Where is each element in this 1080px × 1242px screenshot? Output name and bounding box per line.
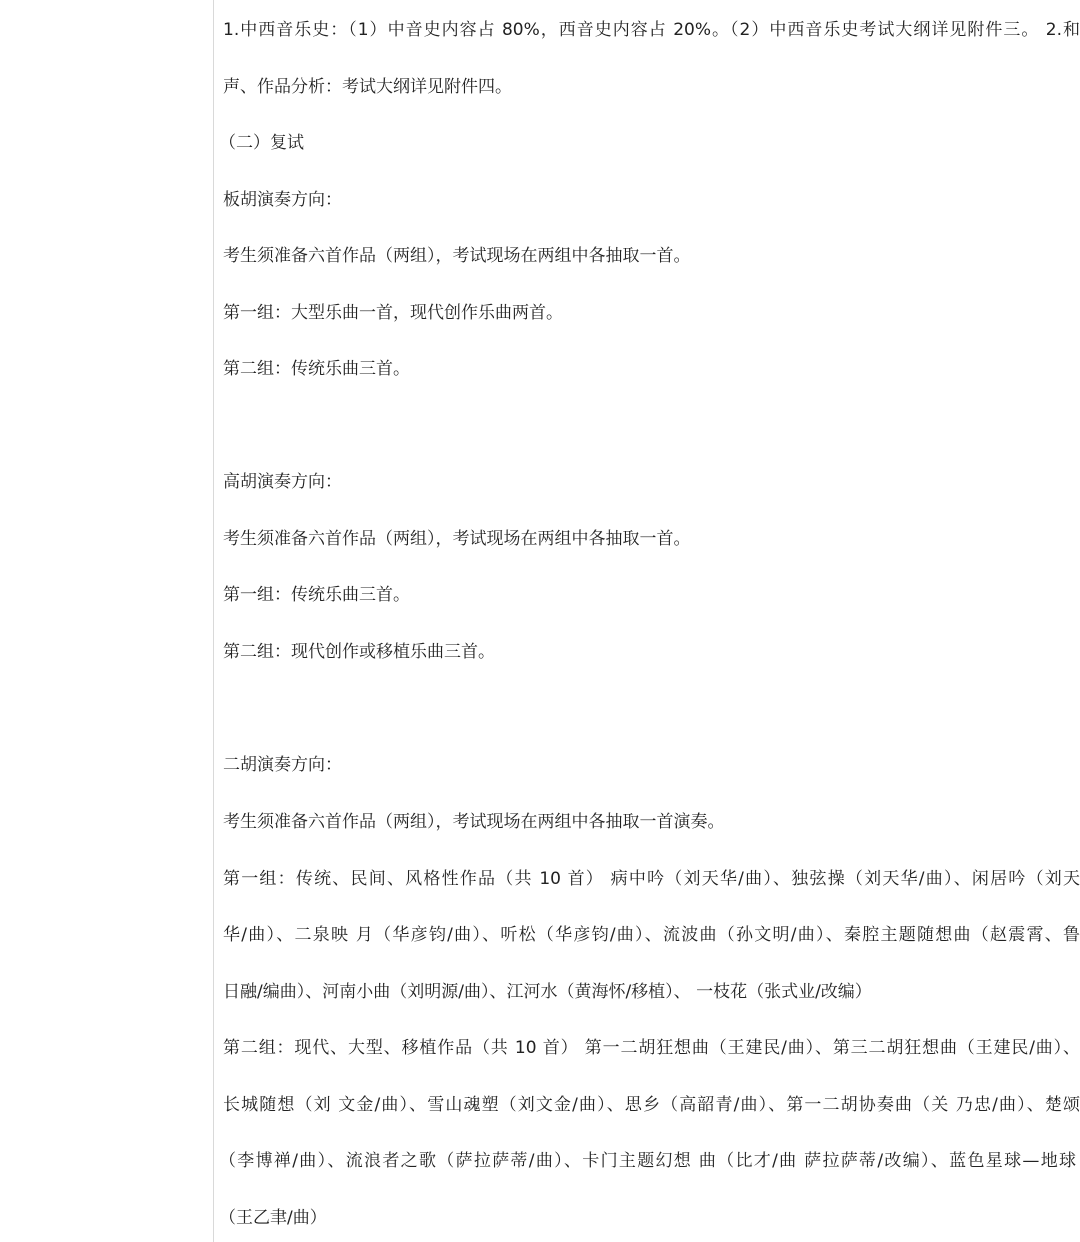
erhu-group-two-line-3: （李博禅/曲）、流浪者之歌（萨拉萨蒂/曲）、卡门主题幻想 曲（比才/曲 萨拉萨蒂/改编）、蓝色星球—地球 — [219, 1151, 1076, 1171]
section-heading-retest: （二）复试 — [219, 133, 304, 153]
gaohu-group-two: 第二组：现代创作或移植乐曲三首。 — [223, 642, 495, 662]
erhu-requirement: 考生须准备六首作品（两组），考试现场在两组中各抽取一首演奏。 — [223, 812, 725, 832]
erhu-group-two-line-2: 长城随想（刘 文金/曲）、雪山魂塑（刘文金/曲）、思乡（高韶青/曲）、第一二胡协奏曲（关 乃忠/曲）、楚颂 — [223, 1095, 1080, 1115]
gaohu-group-one: 第一组：传统乐曲三首。 — [223, 585, 410, 605]
erhu-heading: 二胡演奏方向： — [223, 755, 342, 775]
gaohu-heading: 高胡演奏方向： — [223, 472, 342, 492]
erhu-group-two-line-1: 第二组：现代、大型、移植作品（共 10 首） 第一二胡狂想曲（王建民/曲）、第三二胡狂想曲（王建民/曲）、 — [223, 1038, 1080, 1058]
text-line-harmony-analysis: 声、作品分析：考试大纲详见附件四。 — [223, 77, 512, 97]
banhu-requirement: 考生须准备六首作品（两组），考试现场在两组中各抽取一首。 — [223, 246, 691, 266]
gaohu-requirement: 考生须准备六首作品（两组），考试现场在两组中各抽取一首。 — [223, 529, 691, 549]
banhu-heading: 板胡演奏方向： — [223, 190, 342, 210]
left-border-rule — [213, 0, 214, 1242]
banhu-group-one: 第一组：大型乐曲一首，现代创作乐曲两首。 — [223, 303, 563, 323]
erhu-group-one-line-3: 日融/编曲）、河南小曲（刘明源/曲）、江河水（黄海怀/移植）、 一枝花（张式业/改编） — [223, 982, 872, 1002]
banhu-group-two: 第二组：传统乐曲三首。 — [223, 359, 410, 379]
erhu-group-two-line-4: （王乙聿/曲） — [219, 1208, 327, 1228]
erhu-group-one-line-1: 第一组：传统、民间、风格性作品（共 10 首） 病中吟（刘天华/曲）、独弦操（刘天华/曲）、闲居吟（刘天 — [223, 869, 1080, 889]
text-line-music-history: 1.中西音乐史：（1）中音史内容占 80%，西音史内容占 20%。（2）中西音乐史考试大纲详见附件三。 2.和 — [223, 20, 1080, 40]
erhu-group-one-line-2: 华/曲）、二泉映 月（华彦钧/曲）、听松（华彦钧/曲）、流波曲（孙文明/曲）、秦腔主题随想曲（赵震霄、鲁 — [223, 925, 1080, 945]
